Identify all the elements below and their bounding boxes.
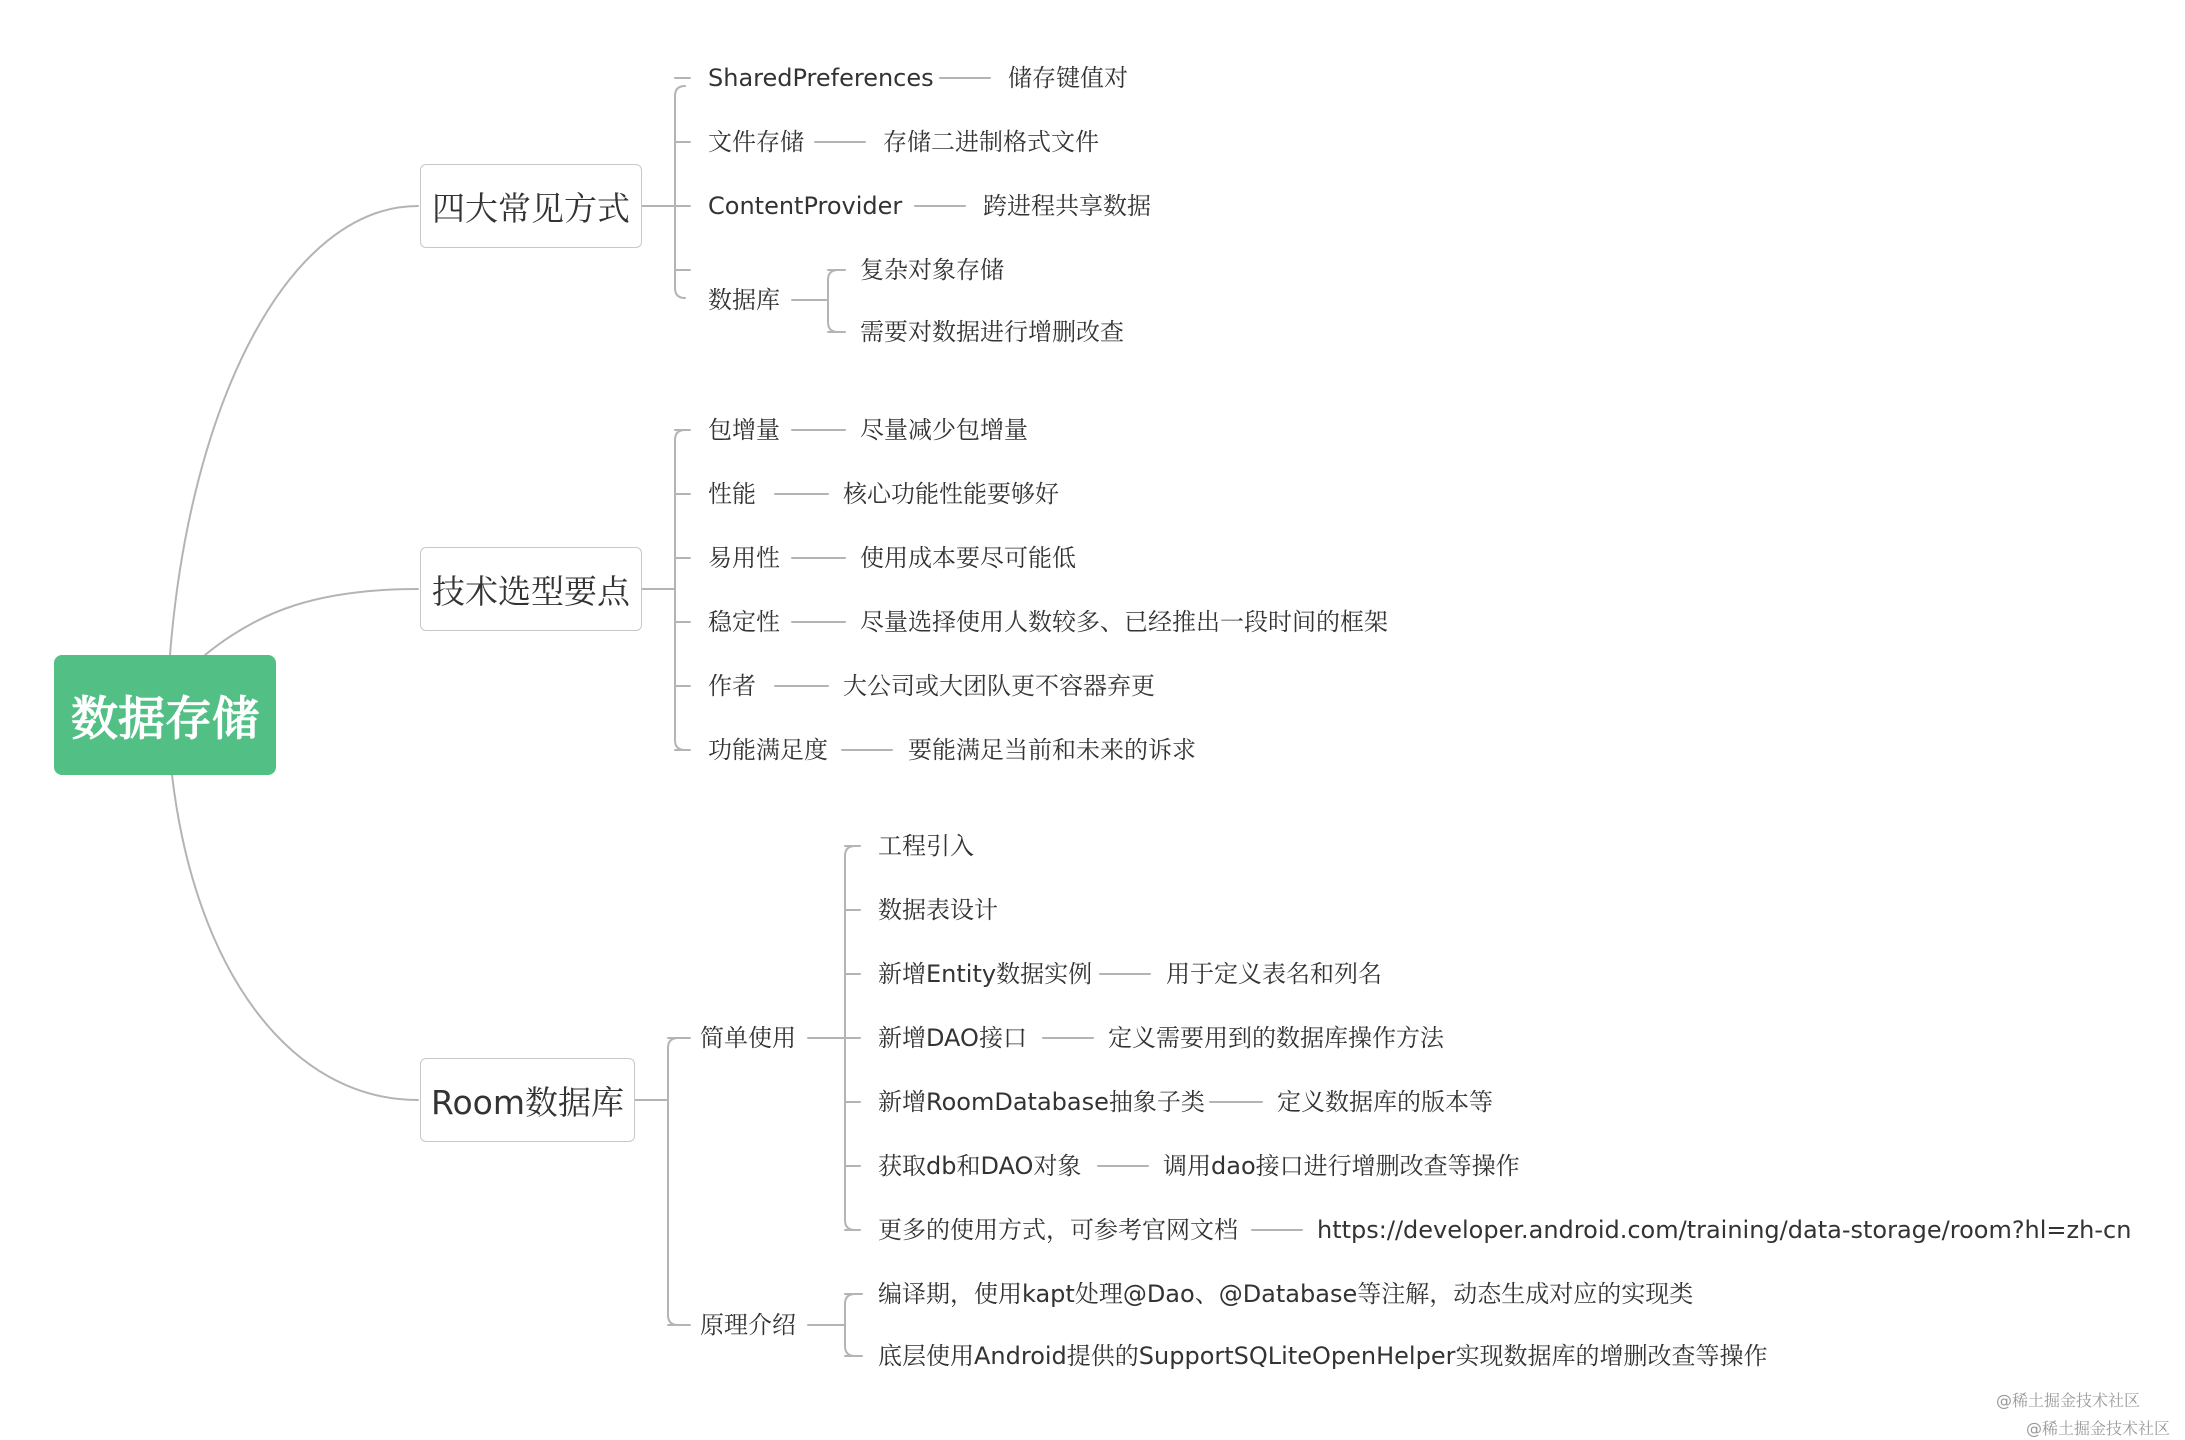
desc-feature-fit: 要能满足当前和未来的诉求 — [908, 736, 1196, 764]
principle-compile-time: 编译期，使用kapt处理@Dao、@Database等注解，动态生成对应的实现类 — [878, 1280, 1694, 1308]
step-add-entity: 新增Entity数据实例 — [878, 960, 1093, 988]
desc-performance: 核心功能性能要够好 — [843, 480, 1059, 508]
step-project-import: 工程引入 — [878, 832, 974, 860]
bracket-database — [792, 270, 845, 332]
item-usability: 易用性 — [708, 544, 780, 572]
step-add-roomdatabase: 新增RoomDatabase抽象子类 — [878, 1088, 1205, 1116]
desc-add-dao: 定义需要用到的数据库操作方法 — [1108, 1024, 1444, 1052]
step-table-design: 数据表设计 — [878, 896, 998, 924]
node-four-storage-methods: 四大常见方式 — [420, 164, 642, 248]
desc-usability: 使用成本要尽可能低 — [860, 544, 1076, 572]
node-room-database: Room数据库 — [420, 1058, 635, 1142]
item-feature-fit: 功能满足度 — [708, 736, 828, 764]
desc-package-size: 尽量减少包增量 — [860, 416, 1028, 444]
item-principle: 原理介绍 — [700, 1311, 796, 1339]
step-more-usage: 更多的使用方式，可参考官网文档 — [878, 1216, 1238, 1244]
principle-runtime: 底层使用Android提供的SupportSQLiteOpenHelper实现数据库的增删改查等操作 — [878, 1342, 1768, 1370]
desc-add-roomdatabase: 定义数据库的版本等 — [1277, 1088, 1493, 1116]
bracket-simple-use — [808, 846, 860, 1230]
desc-contentprovider: 跨进程共享数据 — [983, 192, 1151, 220]
connector-root-selection — [205, 589, 418, 655]
desc-sharedpreferences: 储存键值对 — [1008, 64, 1128, 92]
item-file-storage: 文件存储 — [708, 128, 804, 156]
desc-author: 大公司或大团队更不容器弃更 — [843, 672, 1155, 700]
desc-file-storage: 存储二进制格式文件 — [883, 128, 1099, 156]
item-database: 数据库 — [708, 286, 780, 314]
desc-get-db-dao: 调用dao接口进行增删改查等操作 — [1163, 1152, 1520, 1180]
bracket-room — [634, 1038, 690, 1325]
database-child-crud: 需要对数据进行增删改查 — [860, 318, 1124, 346]
item-stability: 稳定性 — [708, 608, 780, 636]
bracket-principle — [808, 1294, 862, 1356]
step-get-db-dao: 获取db和DAO对象 — [878, 1152, 1082, 1180]
step-add-dao: 新增DAO接口 — [878, 1024, 1027, 1052]
watermark-1: @稀土掘金技术社区 — [1996, 1391, 2141, 1410]
bracket-storage — [640, 78, 690, 298]
item-contentprovider: ContentProvider — [708, 192, 903, 220]
desc-stability: 尽量选择使用人数较多、已经推出一段时间的框架 — [860, 608, 1388, 636]
connector-root-room — [172, 775, 418, 1100]
desc-add-entity: 用于定义表名和列名 — [1166, 960, 1382, 988]
database-child-complex-objects: 复杂对象存储 — [860, 256, 1004, 284]
item-simple-use: 简单使用 — [700, 1024, 796, 1052]
connector-root-storage — [170, 206, 418, 655]
node-tech-selection-points: 技术选型要点 — [420, 547, 642, 631]
root-node: 数据存储 — [54, 655, 276, 775]
item-sharedpreferences: SharedPreferences — [708, 64, 934, 92]
watermark-2: @稀土掘金技术社区 — [2026, 1419, 2171, 1438]
item-performance: 性能 — [708, 480, 756, 508]
item-package-size: 包增量 — [708, 416, 780, 444]
bracket-selection — [640, 430, 690, 750]
item-author: 作者 — [708, 672, 756, 700]
link-room-docs[interactable]: https://developer.android.com/training/data-storage/room?hl=zh-cn — [1317, 1216, 2132, 1244]
